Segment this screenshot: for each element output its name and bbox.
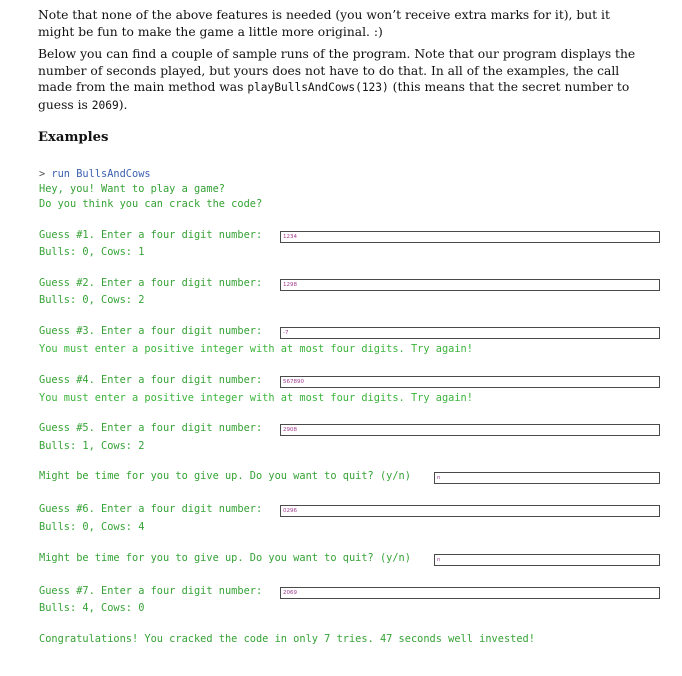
- guess-6-prompt: Guess #6. Enter a four digit number:: [39, 503, 269, 515]
- guess-2-input[interactable]: 1298: [280, 279, 660, 291]
- greeting-line-1: Hey, you! Want to play a game?: [39, 183, 225, 195]
- guess-7-prompt: Guess #7. Enter a four digit number:: [39, 585, 269, 597]
- guess-2-result: Bulls: 0, Cows: 2: [39, 294, 145, 306]
- guess-5-input[interactable]: 2908: [280, 424, 660, 436]
- intro-paragraph-2-text-c: ).: [118, 97, 128, 112]
- guess-6-input[interactable]: 0296: [280, 505, 660, 517]
- guess-5-prompt: Guess #5. Enter a four digit number:: [39, 422, 269, 434]
- guess-4-input[interactable]: 567890: [280, 376, 660, 388]
- run-command-line: [39, 168, 151, 181]
- guess-5-result: Bulls: 1, Cows: 2: [39, 440, 145, 452]
- method-call-code: playBullsAndCows(123): [247, 81, 389, 94]
- guess-3-error: You must enter a positive integer with at most four digits. Try again!: [39, 343, 473, 355]
- guess-1-prompt: Guess #1. Enter a four digit number:: [39, 229, 269, 241]
- run-prompt: >: [39, 168, 52, 180]
- quit-2-prompt: Might be time for you to give up. Do you want to quit? (y/n): [39, 552, 418, 564]
- intro-paragraph-2-text-a: Below you can find a couple of sample runs of the program. Note that our program displays the number of seconds played, but yours does not have to do that. In all of the examples, the call made from the main method was: [38, 47, 636, 94]
- guess-2-prompt: Guess #2. Enter a four digit number:: [39, 277, 269, 289]
- quit-2-input[interactable]: n: [434, 554, 660, 566]
- congratulations-message: Congratulations! You cracked the code in only 7 tries. 47 seconds well invested!: [39, 633, 535, 645]
- guess-6-result: Bulls: 0, Cows: 4: [39, 521, 145, 533]
- intro-paragraph-1: Note that none of the above features is needed (you won’t receive extra marks for it), but it might be fun to make the game a little more original. :): [38, 8, 610, 39]
- intro-paragraph-2: [38, 46, 648, 114]
- guess-4-error: You must enter a positive integer with at most four digits. Try again!: [39, 392, 473, 404]
- examples-heading: Examples: [38, 130, 109, 145]
- guess-7-result: Bulls: 4, Cows: 0: [39, 602, 145, 614]
- guess-3-input[interactable]: -7: [280, 327, 660, 339]
- secret-number-code: 2069: [91, 98, 119, 112]
- guess-1-input[interactable]: 1234: [280, 231, 660, 243]
- quit-1-prompt: Might be time for you to give up. Do you want to quit? (y/n): [39, 470, 418, 482]
- guess-7-input[interactable]: 2069: [280, 587, 660, 599]
- guess-3-prompt: Guess #3. Enter a four digit number:: [39, 325, 269, 337]
- guess-1-result: Bulls: 0, Cows: 1: [39, 246, 145, 258]
- greeting-line-2: Do you think you can crack the code?: [39, 198, 263, 210]
- guess-4-prompt: Guess #4. Enter a four digit number:: [39, 374, 269, 386]
- quit-1-input[interactable]: n: [434, 472, 660, 484]
- intro-paragraph-2-text-b: (this means that the secret number to guess is: [38, 80, 630, 112]
- run-command: run BullsAndCows: [51, 168, 151, 180]
